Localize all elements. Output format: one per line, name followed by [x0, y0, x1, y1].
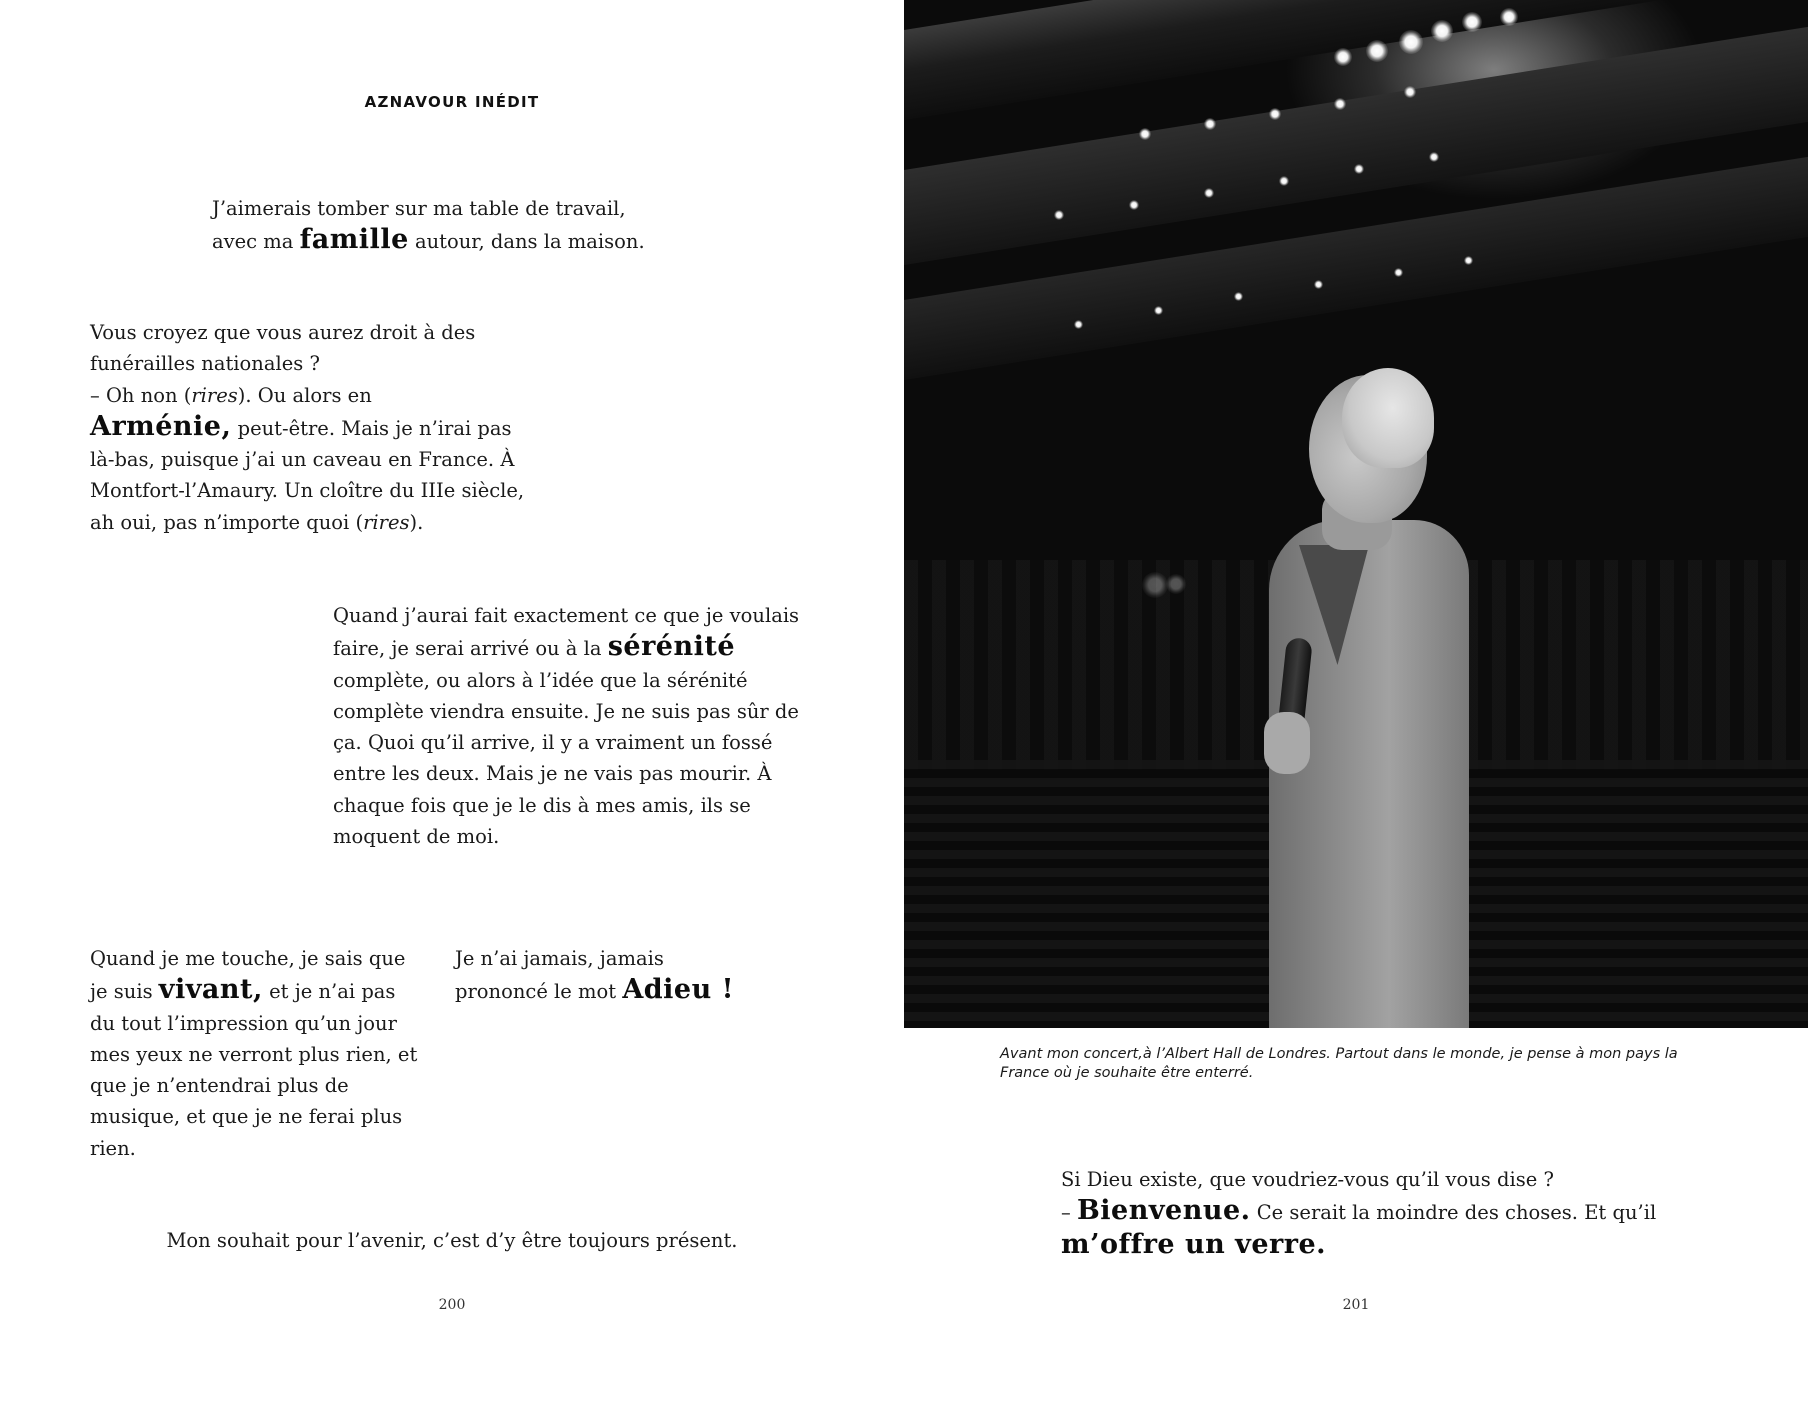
photo-caption: Avant mon concert,à l’Albert Hall de Londres. Partout dans le monde, je pense à mon pays la France où je souhaite être enterré.: [1000, 1046, 1678, 1081]
light-spot: [1354, 164, 1364, 174]
light-spot: [1404, 86, 1416, 98]
quote-paragraph: [333, 600, 803, 852]
quote-text: avec ma: [212, 230, 300, 254]
light-spot: [1139, 128, 1151, 140]
quote-text: ). Ou alors en: [237, 383, 372, 407]
quote-text: prononcé le mot: [455, 980, 623, 1004]
emphasis-word: famille: [299, 224, 409, 256]
answer-text: [1061, 1195, 1701, 1262]
question-line: Si Dieu existe, que voudriez-vous qu’il vous dise ?: [1061, 1168, 1554, 1191]
light-spot: [1394, 268, 1403, 277]
light-spot: [1464, 256, 1473, 265]
light-spot: [1314, 280, 1323, 289]
man-jacket: [1269, 520, 1469, 1028]
question-line: Vous croyez que vous aurez droit à des: [90, 321, 476, 344]
quote-avenir: Mon souhait pour l’avenir, c’est d’y être toujours présent.: [166, 1229, 738, 1252]
light-spot: [1154, 306, 1163, 315]
quote-text: Quand je me touche, je sais que je suis: [90, 947, 406, 1004]
quote-text: complète, ou alors à l’idée que la sérénité complète viendra ensuite. Je ne suis pas sûr de ça. Quoi qu’il arrive, il y a vraiment un fossé entre les deux. Mais je ne vais pas mourir. À chaque fois que je le dis à mes amis, ils se moquent de moi.: [333, 668, 799, 849]
light-spot: [1054, 210, 1064, 220]
light-spot: [1334, 48, 1352, 66]
man-hair: [1342, 368, 1434, 468]
emphasis-word: sérénité: [607, 631, 736, 663]
right-page: [904, 0, 1808, 1418]
quote-line: [455, 974, 815, 1007]
light-spot: [1074, 320, 1083, 329]
emphasis-word: Bienvenue.: [1076, 1195, 1251, 1227]
italic-text: rires: [363, 510, 410, 534]
quote-funerailles: [90, 317, 530, 538]
emphasis-word: Adieu !: [622, 974, 734, 1006]
emphasis-word: vivant,: [158, 974, 263, 1006]
quote-line: J’aimerais tomber sur ma table de travail,: [212, 197, 626, 220]
quote-vivant: [90, 943, 420, 1164]
quote-text: –: [1061, 1201, 1077, 1225]
light-spot: [1431, 20, 1453, 42]
light-spot: [1500, 8, 1518, 26]
emphasis-word: m’offre un verre.: [1061, 1228, 1327, 1260]
quote-paragraph: [90, 943, 420, 1164]
light-spot: [1334, 98, 1346, 110]
quote-adieu: [455, 943, 815, 1008]
quote-text: peut-être. Mais je n’irai pas là-bas, puisque j’ai un caveau en France. À Montfort-l’Amaury. Un cloître du IIIe siècle, ah oui, pas n’importe quoi (: [90, 416, 525, 534]
quote-table-de-travail: [212, 193, 772, 258]
quote-text: Quand j’aurai fait exactement ce que je voulais faire, je serai arrivé ou à la: [333, 604, 800, 661]
quote-text: ).: [409, 510, 424, 534]
light-spot: [1129, 200, 1139, 210]
quote-line: [212, 224, 772, 257]
question-line: funérailles nationales ?: [90, 352, 320, 376]
quote-line: Je n’ai jamais, jamais: [455, 947, 664, 970]
light-spot: [1234, 292, 1243, 301]
answer-line: [90, 380, 530, 411]
concert-hall-photo: [904, 0, 1808, 1028]
quote-text: Ce serait la moindre des choses. Et qu’il: [1250, 1201, 1657, 1225]
emphasis-word: Arménie,: [90, 410, 232, 442]
light-spot: [1204, 118, 1216, 130]
italic-text: rires: [191, 383, 238, 407]
light-spot: [1429, 152, 1439, 162]
running-header: AZNAVOUR INÉDIT: [364, 93, 540, 111]
quote-text: – Oh non (: [90, 383, 192, 407]
quote-bienvenue: [1061, 1164, 1701, 1262]
light-spot: [1204, 188, 1214, 198]
quote-serenite: [333, 600, 803, 852]
quote-text: et je n’ai pas du tout l’impression qu’un jour mes yeux ne verront plus rien, et que je n’entendrai plus de musique, et que je ne ferai plus rien.: [90, 980, 418, 1160]
light-spot: [1399, 30, 1423, 54]
light-spot: [1366, 40, 1388, 62]
page-number-left: 200: [438, 1297, 466, 1313]
man-hand: [1264, 712, 1310, 774]
quote-text: autour, dans la maison.: [408, 230, 645, 254]
answer-text: [90, 411, 530, 538]
light-spot: [1462, 12, 1482, 32]
light-spot: [1279, 176, 1289, 186]
page-number-right: 201: [1342, 1297, 1370, 1313]
light-spot: [1269, 108, 1281, 120]
